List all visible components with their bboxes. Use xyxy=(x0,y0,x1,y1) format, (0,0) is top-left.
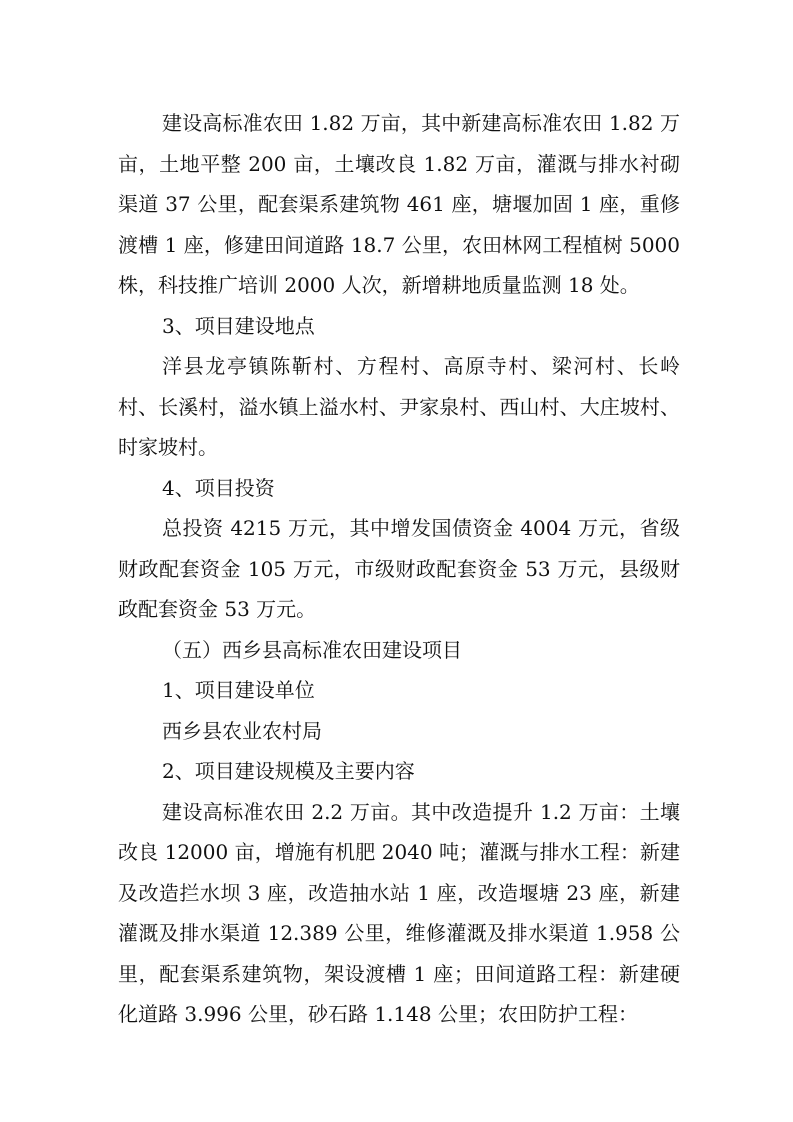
paragraph-construction-unit: 西乡县农业农村局 xyxy=(162,718,322,743)
paragraph-construction-scale: 建设高标准农田 1.82 万亩，其中新建高标准农田 1.82 万亩，土地平整 200 亩，土壤改良 1.82 万亩，灌溉与排水衬砌渠道 37 公里，配套渠系建筑物 461 座，塘堰加固 1 座，重修渡槽 1 座，修建田间道路 18.7 公里，农田林网工程植树 5000 株，科技推广培训 2000 人次，新增耕地质量监测 18 处。 xyxy=(118,111,680,297)
heading-construction-unit: 1、项目建设单位 xyxy=(162,678,315,702)
paragraph-project-investment: 总投资 4215 万元，其中增发国债资金 4004 万元，省级财政配套资金 105 万元，市级财政配套资金 53 万元，县级财政配套资金 53 万元。 xyxy=(118,516,680,621)
heading-project-location: 3、项目建设地点 xyxy=(162,313,315,338)
heading-scale-and-content: 2、项目建设规模及主要内容 xyxy=(162,759,415,783)
paragraph-project-location: 洋县龙亭镇陈靳村、方程村、高原寺村、梁河村、长岭村、长溪村，溢水镇上溢水村、尹家泉村、西山村、大庄坡村、时家坡村。 xyxy=(118,354,680,459)
paragraph-scale-and-content: 建设高标准农田 2.2 万亩。其中改造提升 1.2 万亩：土壤改良 12000 亩，增施有机肥 2040 吨；灌溉与排水工程：新建及改造拦水坝 3 座，改造抽水站 1 座，改造堰塘 23 座，新建灌溉及排水渠道 12.389 公里，维修灌溉及排水渠道 1.958 公里，配套渠系建筑物，架设渡槽 1 座；田间道路工程：新建硬化道路 3.996 公里，砂石路 1.148 公里；农田防护工程： xyxy=(118,799,680,1026)
heading-project-investment: 4、项目投资 xyxy=(162,475,275,500)
document-body xyxy=(118,103,680,1035)
section-heading-xixiang-project: （五）西乡县高标准农田建设项目 xyxy=(162,637,462,662)
